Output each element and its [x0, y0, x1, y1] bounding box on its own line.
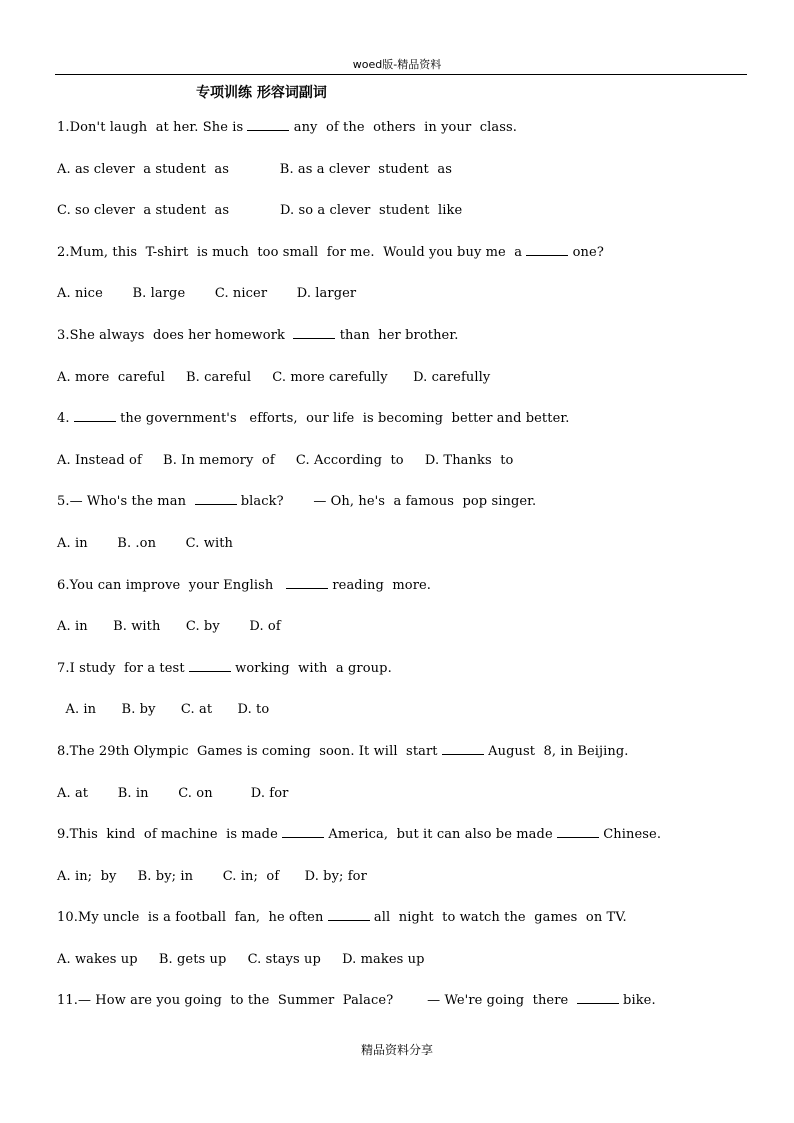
answer-blank	[74, 409, 116, 422]
question-stem-3	[57, 326, 757, 368]
stem-text: all night to watch the games on TV.	[369, 910, 627, 926]
answer-blank	[328, 908, 370, 921]
answer-blank	[442, 742, 484, 755]
page-header: woed版-精品资料	[352, 58, 442, 71]
stem-text: black? — Oh, he's a famous pop singer.	[236, 494, 537, 510]
stem-text: than her brother.	[335, 327, 459, 343]
stem-text: working with a group.	[230, 660, 392, 676]
stem-text: 1.Don't laugh at her. She is	[57, 120, 248, 135]
answer-blank	[526, 243, 568, 256]
stem-text: the government's efforts, our life is becoming better and better.	[115, 411, 570, 427]
option-line-9: A. in; by B. by; in C. in; of D. by; for	[57, 868, 367, 884]
stem-text: 10.My uncle is a football fan, he often	[57, 910, 328, 926]
stem-text: any of the others in your class.	[289, 120, 517, 135]
question-stem-6	[57, 576, 757, 618]
answer-blank	[247, 118, 289, 131]
stem-text: 3.She always does her homework	[57, 327, 294, 343]
question-stem-5	[57, 492, 757, 534]
stem-text: August 8, in Beijing.	[483, 743, 629, 759]
page-footer: 精品资料分享	[360, 1043, 433, 1057]
answer-blank	[577, 991, 619, 1004]
stem-text: one?	[568, 244, 604, 260]
stem-text: 5.— Who's the man	[57, 494, 195, 510]
question-stem-7	[57, 659, 757, 701]
question-list	[57, 118, 757, 1033]
option-line-6: A. in B. with C. by D. of	[57, 619, 281, 635]
worksheet-title: 专项训练 形容词副词	[196, 85, 327, 101]
question-stem-9	[57, 825, 757, 867]
answer-blank	[189, 659, 231, 672]
option-line-7: A. in B. by C. at D. to	[57, 702, 270, 718]
stem-text: 8.The 29th Olympic Games is coming soon. It will start	[57, 743, 442, 759]
question-stem-1	[57, 118, 757, 160]
option-line-1a: A. as clever a student as B. as a clever student as	[57, 161, 452, 177]
option-line-3: A. more careful B. careful C. more carefully D. carefully	[57, 369, 491, 385]
option-line-1b: C. so clever a student as D. so a clever student like	[57, 203, 463, 219]
stem-text: Chinese.	[598, 827, 662, 843]
answer-blank	[282, 825, 324, 838]
question-stem-8	[57, 742, 757, 784]
stem-text: 7.I study for a test	[57, 660, 189, 676]
question-stem-4	[57, 409, 757, 451]
stem-text: bike.	[618, 993, 656, 1009]
option-line-2: A. nice B. large C. nicer D. larger	[57, 286, 357, 302]
answer-blank	[557, 825, 599, 838]
question-stem-10	[57, 908, 757, 950]
option-line-8: A. at B. in C. on D. for	[57, 785, 289, 801]
stem-text: 2.Mum, this T-shirt is much too small for me. Would you buy me a	[57, 244, 527, 260]
option-line-4: A. Instead of B. In memory of C. According to D. Thanks to	[57, 452, 514, 468]
header-divider	[55, 74, 747, 75]
stem-text: 9.This kind of machine is made	[57, 827, 283, 843]
stem-text: America, but it can also be made	[324, 827, 557, 843]
answer-blank	[293, 326, 335, 339]
stem-text: reading more.	[328, 577, 432, 593]
question-stem-11	[57, 991, 757, 1033]
stem-text: 6.You can improve your English	[57, 577, 287, 593]
answer-blank	[286, 576, 328, 589]
stem-text: 11.— How are you going to the Summer Palace? — We're going there	[57, 993, 577, 1009]
stem-text: 4.	[57, 411, 74, 427]
option-line-10: A. wakes up B. gets up C. stays up D. makes up	[57, 951, 425, 967]
question-stem-2	[57, 243, 757, 285]
answer-blank	[195, 492, 237, 505]
option-line-5: A. in B. .on C. with	[57, 535, 234, 551]
